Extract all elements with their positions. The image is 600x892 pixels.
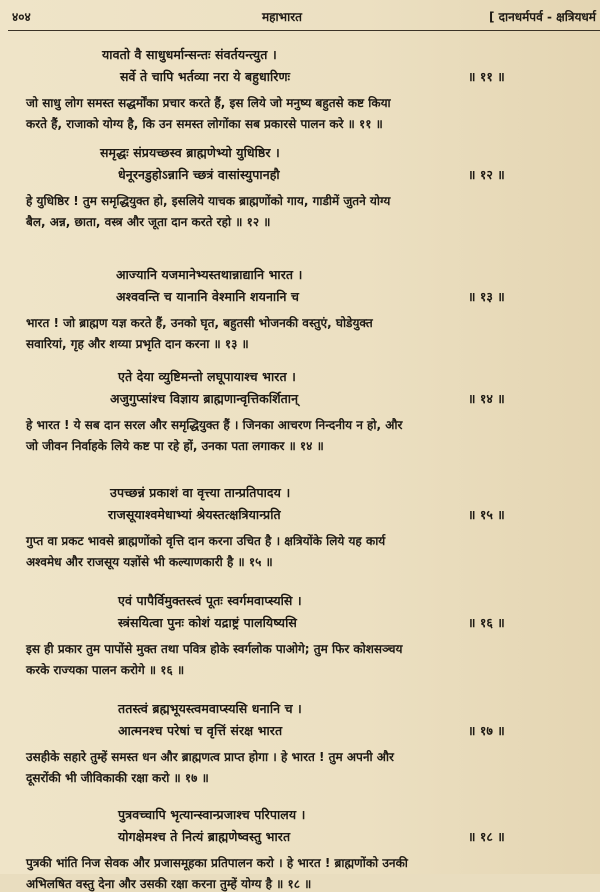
translation-line: सवारियां, गृह और शय्या प्रभृति दान करना ॥ १३ ॥ [26,337,249,351]
translation-line: जो जीवन निर्वाहके लिये कष्ट पा रहे हों, उनका पता लगाकर ॥ १४ ॥ [26,439,324,453]
verse-number: ॥ १७ ॥ [468,723,505,738]
translation-line: अश्वमेध और राजसूय यज्ञोंसे भी कल्याणकारी है ॥ १५ ॥ [26,555,273,569]
verse-number: ॥ १६ ॥ [468,615,505,630]
shloka-line: स्त्रंसयित्वा पुनः कोशं यद्राष्ट्रं पालयिष्यसि [118,615,297,630]
verse-number: ॥ ११ ॥ [468,69,505,84]
shloka-line: सर्वे ते चापि भर्तव्या नरा ये बहुधारिणः [120,69,291,84]
verse-number: ॥ १२ ॥ [468,167,505,182]
section-title: [ दानधर्मपर्व - क्षत्रियधर्म [488,10,596,24]
shloka-line: पुत्रवच्चापि भृत्यान्स्वान्प्रजाश्च परिपालय । [118,807,306,822]
verse-number: ॥ १३ ॥ [468,289,505,304]
shloka-line: एवं पापैर्विमुक्तस्त्वं पूतः स्वर्गमवाप्स्यसि । [118,593,302,608]
translation-line: दूसरोंकी भी जीविकाकी रक्षा करो ॥ १७ ॥ [26,771,209,785]
book-title: महाभारत [262,10,302,24]
verse-number: ॥ १४ ॥ [468,391,505,406]
translation-line: करते हैं, राजाको योग्य है, कि उन समस्त लोगोंका सब प्रकारसे पालन करे ॥ ११ ॥ [26,117,383,131]
translation-line: जो साधु लोग समस्त सद्धर्मोंका प्रचार करते हैं, इस लिये जो मनुष्य बहुतसे कष्ट किया [26,96,391,110]
header-rule [8,30,600,31]
shloka-line: योगक्षेमश्च ते नित्यं ब्राह्मणेष्वस्तु भारत [118,829,291,844]
translation-line: इस ही प्रकार तुम पापोंसे मुक्त तथा पवित्र होके स्वर्गलोक पाओगे; तुम फिर कोशसञ्चय [26,642,403,656]
translation-line: भारत ! जो ब्राह्मण यज्ञ करते हैं, उनको घृत, बहुतसी भोजनकी वस्तुएं, घोडेयुक्त [26,316,373,330]
shloka-line: ततस्त्वं ब्रह्मभूयस्त्वमवाप्स्यसि धनानि च । [118,701,302,716]
shloka-line: आत्मनश्च परेषां च वृत्तिं संरक्ष भारत [118,723,283,738]
shloka-line: अश्ववन्ति च यानानि वेश्मानि शयनानि च [116,289,299,304]
page-number: ४०४ [12,10,31,24]
shloka-line: अजुगुप्सांश्च विज्ञाय ब्राह्मणान्वृत्तिकर्शितान् [110,391,299,406]
translation-line: गुप्त वा प्रकट भावसे ब्राह्मणोंको वृत्ति दान करना उचित है । क्षत्रियोंके लिये यह कार्य [26,534,386,548]
translation-line: बैल, अन्न, छाता, वस्त्र और जूता दान करते रहो ॥ १२ ॥ [26,215,271,229]
translation-line: करके राज्यका पालन करोगे ॥ १६ ॥ [26,663,185,677]
shloka-line: राजसूयाश्वमेधाभ्यां श्रेयस्तत्क्षत्रियान्प्रति [108,507,281,522]
shloka-line: समृद्धः संप्रयच्छस्व ब्राह्मणेभ्यो युधिष्ठिर । [100,145,280,160]
verse-number: ॥ १५ ॥ [468,507,505,522]
verse-number: ॥ १८ ॥ [468,829,505,844]
page-header [0,0,600,28]
shloka-line: धेनूरनडुहोऽन्नानि च्छत्रं वासांस्युपानहौ [118,167,280,182]
shloka-line: एते देया व्युष्टिमन्तो लघूपायाश्च भारत । [118,369,297,384]
shloka-line: उपच्छन्नं प्रकाशं वा वृत्त्या तान्प्रतिपादय । [110,485,291,500]
translation-line: पुत्रकी भांति निज सेवक और प्रजासमूहका प्रतिपालन करो । हे भारत ! ब्राह्मणोंको उनकी [26,856,408,870]
translation-line: अभिलषित वस्तु देना और उसकी रक्षा करना तुम्हें योग्य है ॥ १८ ॥ [26,877,312,891]
translation-line: उसहीके सहारे तुम्हें समस्त धन और ब्राह्मणत्व प्राप्त होगा । हे भारत ! तुम अपनी और [26,750,394,764]
shloka-line: आज्यानि यजमानेभ्यस्तथान्नाद्यानि भारत । [116,267,303,282]
translation-line: हे युधिष्ठिर ! तुम समृद्धियुक्त हो, इसलिये याचक ब्राह्मणोंको गाय, गाडीमें जुतने योग्य [26,194,391,208]
shloka-line: यावतो वै साधुधर्मान्सन्तः संवर्तयन्त्युत । [102,47,277,62]
translation-line: हे भारत ! ये सब दान सरल और समृद्धियुक्त हैं । जिनका आचरण निन्दनीय न हो, और [26,418,403,432]
